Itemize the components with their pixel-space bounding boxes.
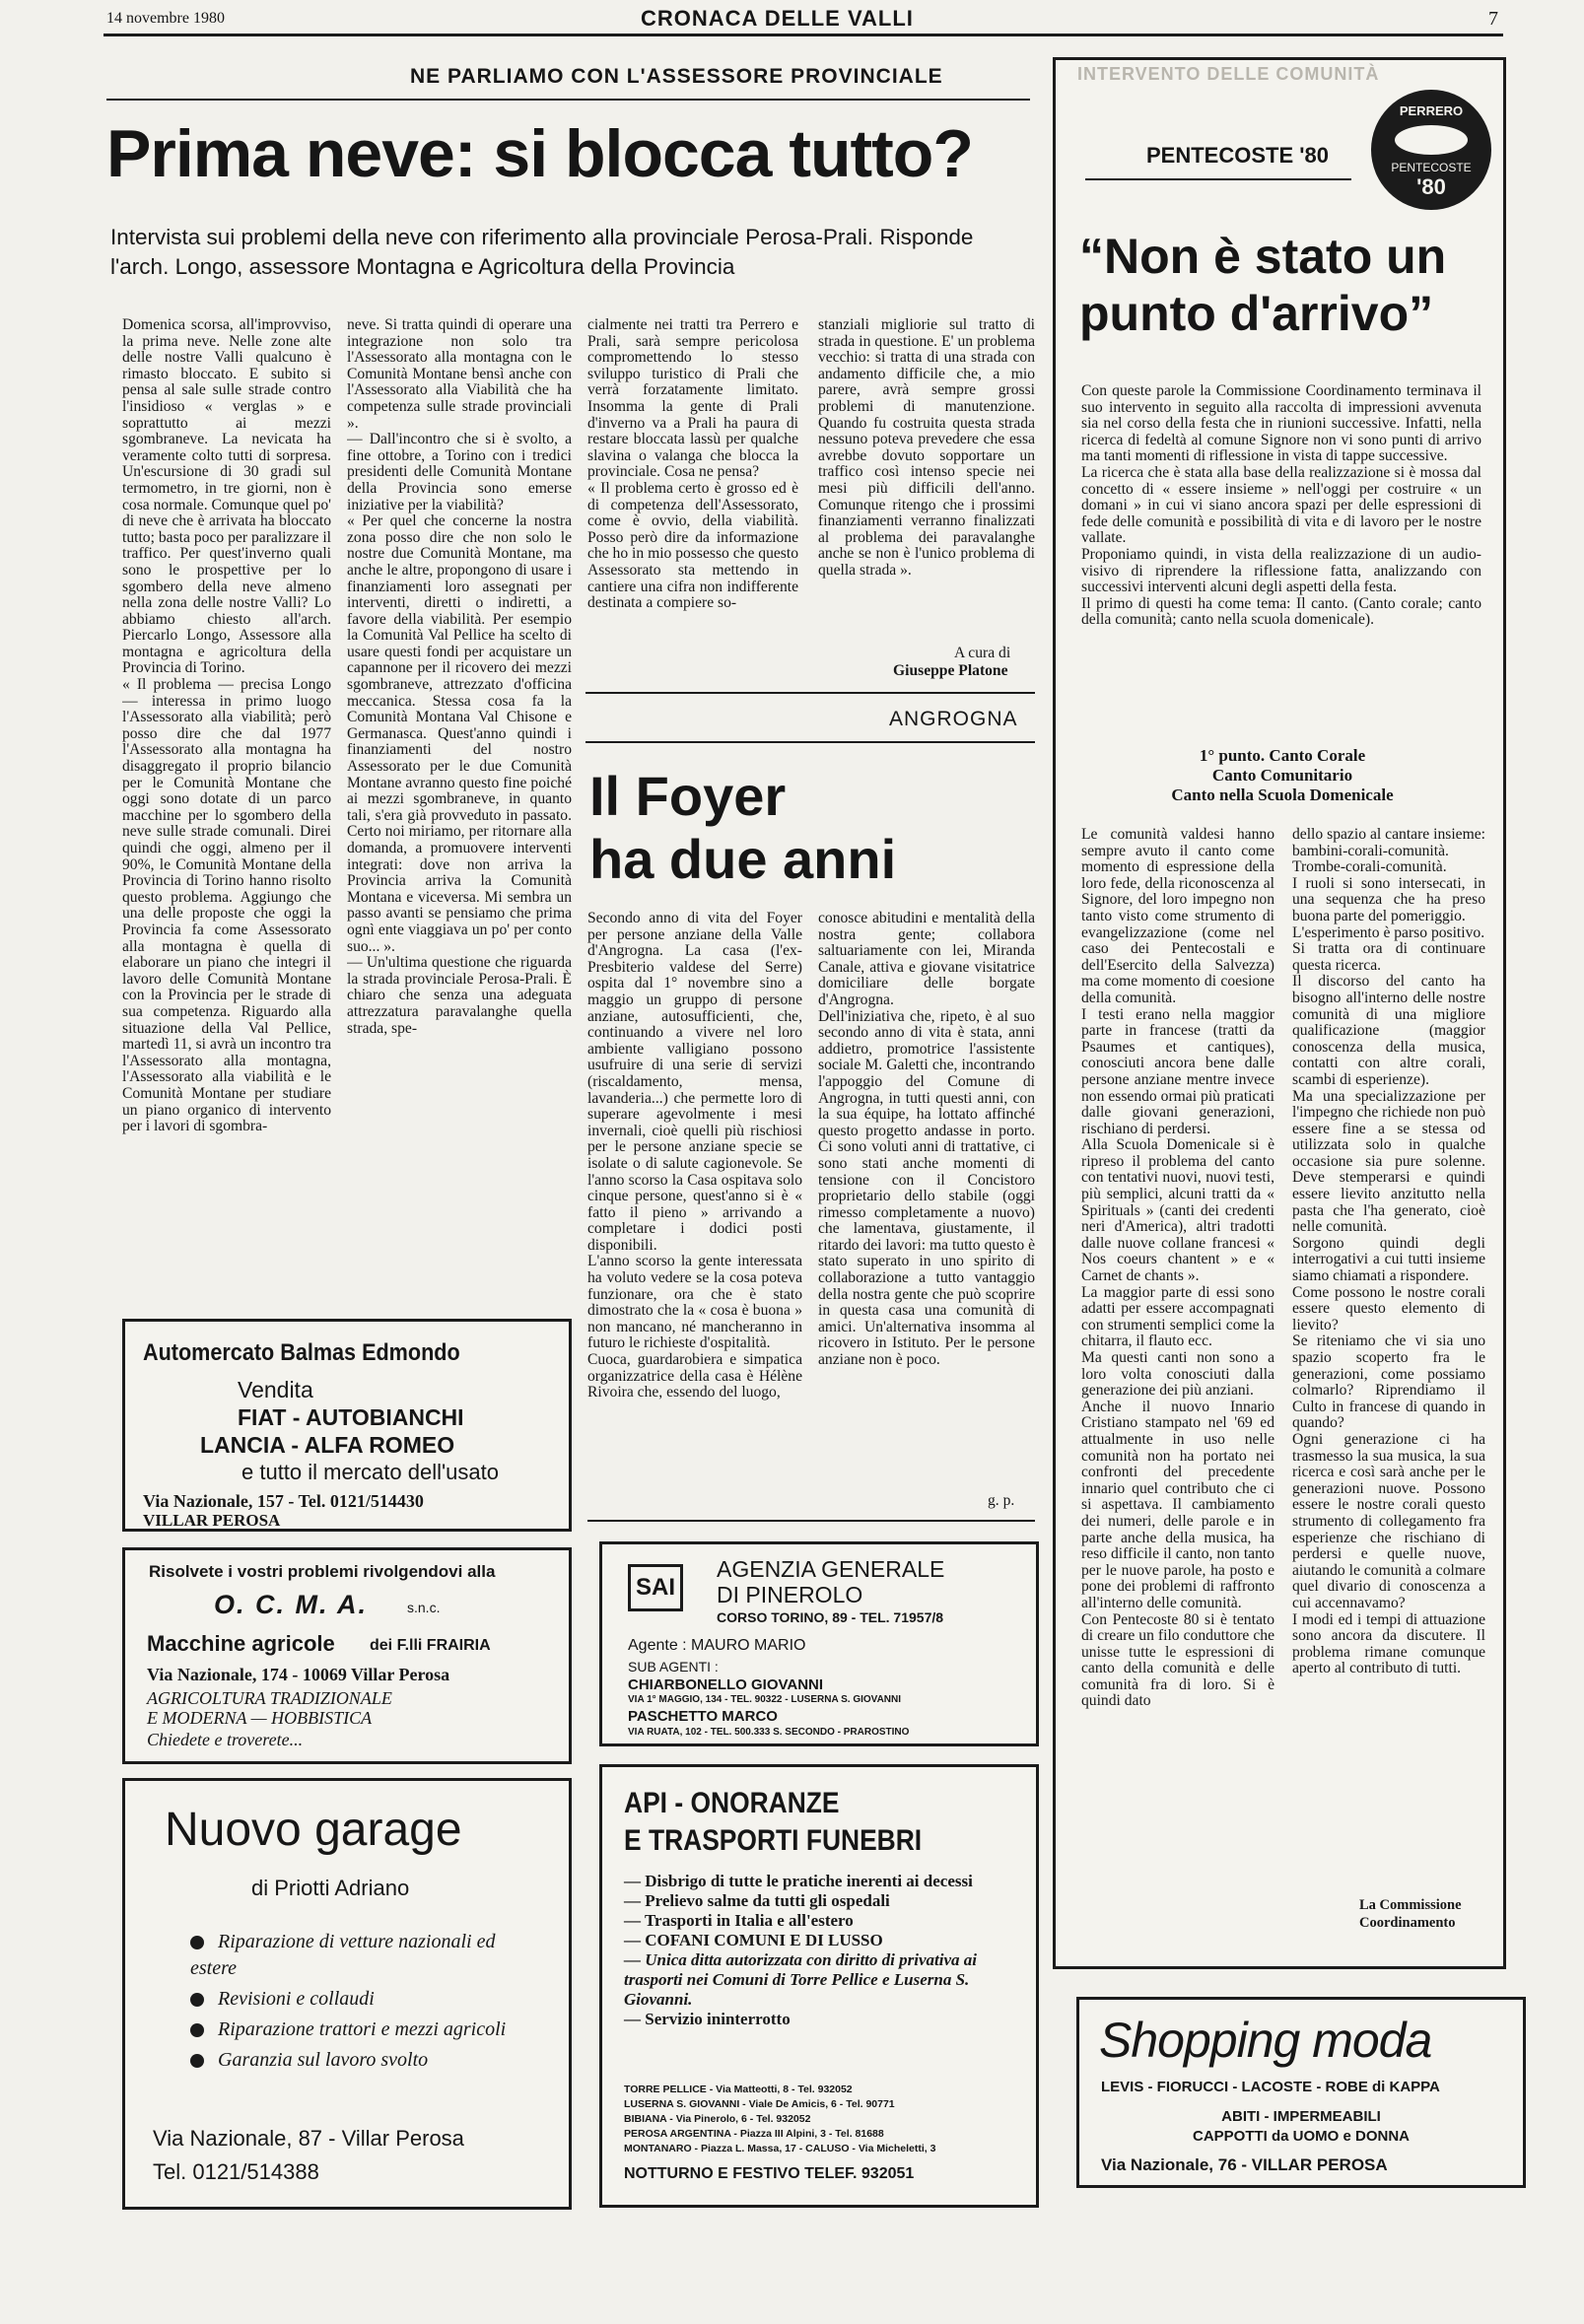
article-column-1: Domenica scorsa, all'improvviso, la prima neve. Nelle zone alte delle nostre Valli qualcuno è rimasto bloccato. E subito si pensa al sale sulle strade contro l'insidioso « verglas » e soprattutto ai mezzi sgombraneve. La nevicata ha veramente colto tutti di sorpresa. Un'escursione di 30 gradi sul termometro, in tre giorni, non è cosa normale. Comunque quel po' di neve che è arrivata ha bloccato tutto; basta poco per paralizzare il traffico. Per quest'inverno quali sono le prospettive per lo sgombero della neve almeno nella zona delle nostre Valli? Lo abbiamo chiesto all'arch. Piercarlo Longo, Assessore alla montagna e agricoltura della Provincia di Torino. « Il problema — precisa Longo — interessa in primo luogo l'Assessorato alla viabilità; però posso dire che dal 1977 l'Assessorato alla montagna ha disaggregato il proprio bilancio per le Comunità Montane che oggi sono dotate di un parco macchine per lo sgombero della neve sulle strade comunali. Direi quindi che oggi, almeno per il 90%, le Comunità Montane della Provincia di Torino hanno risolto questo problema. Aggiungo che una delle proposte che oggi la Provincia fa come Assessorato alla montagna è quella di elaborare un piano che integri il lavoro delle Comunità Montane con la Provincia per le strade di sua competenza. Riguardo alla situazione della Val Pellice, martedì 11, si avrà un incontro tra l'Assessorato alla montagna, l'Assessorato alla viabilità e le Comunità Montane per studiare un piano organico di intervento per i lavori di sgombra- (122, 317, 331, 1135)
ad-api-onoranze (599, 1764, 1039, 2208)
ad-nuovo-garage (122, 1778, 572, 2210)
credit-name: Giuseppe Platone (893, 662, 1008, 679)
article-pentecoste-box (1053, 57, 1506, 1969)
ad-ocma (122, 1547, 572, 1764)
ad-ocma-tag2: E MODERNA — HOBBISTICA (147, 1708, 373, 1728)
ad-shopping-address: Via Nazionale, 76 - VILLAR PEROSA (1101, 2155, 1388, 2174)
perrero-pentecoste-logo (1371, 90, 1491, 210)
ad-sai-sub1: CHIARBONELLO GIOVANNI (628, 1676, 824, 1693)
ad-garage-owner: di Priotti Adriano (251, 1876, 410, 1900)
ad-balmas-city: VILLAR PEROSA (143, 1511, 281, 1530)
foyer-signature: g. p. (988, 1492, 1015, 1509)
ad-sai-agent: Agente : MAURO MARIO (628, 1637, 806, 1654)
ad-garage-address: Via Nazionale, 87 - Villar Perosa (153, 2126, 464, 2151)
ad-sai-name1: AGENZIA GENERALE (717, 1556, 945, 1582)
ad-shopping-title: Shopping moda (1099, 2013, 1432, 2068)
ad-sai-sub-label: SUB AGENTI : (628, 1659, 719, 1675)
ad-shopping-line3: CAPPOTTI da UOMO e DONNA (1192, 2128, 1410, 2145)
ad-ocma-line1: Macchine agricole (147, 1631, 335, 1656)
foyer-bottom-rule (587, 1520, 1035, 1522)
bullet-icon (190, 2023, 204, 2037)
ad-api-title1: API - ONORANZE (624, 1787, 840, 1819)
ad-ocma-address: Via Nazionale, 174 - 10069 Villar Perosa (147, 1665, 450, 1684)
ad-shopping-brands: LEVIS - FIORUCCI - LACOSTE - ROBE di KAPPA (1101, 2079, 1440, 2095)
ad-api-branch: BIBIANA - Via Pinerolo, 6 - Tel. 932052 (624, 2113, 811, 2125)
dove-icon (1395, 125, 1468, 155)
ad-api-night: NOTTURNO E FESTIVO TELEF. 932051 (624, 2165, 915, 2182)
article-kicker: NE PARLIAMO CON L'ASSESSORE PROVINCIALE (410, 65, 943, 88)
ad-api-service: — Trasporti in Italia e all'estero (624, 1911, 854, 1930)
ad-balmas-name: Automercato Balmas Edmondo (143, 1339, 460, 1366)
ad-api-service: — Servizio ininterrotto (624, 2010, 791, 2028)
pentecoste-headline: “Non è stato un punto d'arrivo” (1079, 229, 1447, 341)
logo-bottom-text: PENTECOSTE (1391, 161, 1472, 174)
ad-sai-sub1-address: VIA 1° MAGGIO, 134 - TEL. 90322 - LUSERNA S. GIOVANNI (628, 1694, 902, 1705)
ad-api-branch: LUSERNA S. GIOVANNI - Viale De Amicis, 6 - Tel. 90771 (624, 2098, 895, 2110)
ad-api-service: — Unica ditta autorizzata con diritto di privativa ai trasporti nei Comuni di Torre Pellice e Luserna S. Giovanni. (624, 1950, 977, 2009)
issue-date: 14 novembre 1980 (106, 10, 225, 27)
pentecoste-column-1: Le comunità valdesi hanno sempre avuto il canto come momento di espressione della loro fede, della riconoscenza al Signore, del loro impegno non tanto visto come strumento di evangelizzazione (come nel caso dei Pentecostali e dell'Esercito della Salvezza) ma come momento di coesione della comunità. I testi erano nella maggior parte in francese (tratti da Psaumes et cantiques), conosciuti ancora bene dalle persone anziane mentre invece non essendo ormai più praticati dalle giovani generazioni, rischiano di perdersi. Alla Scuola Domenicale si è ripreso il problema del canto con tentativi nuovi, nuovi testi, più semplici, alcuni tratti da « Spirituals » (canti dei credenti neri d'America), altri tradotti dalle nuove collane francesi « Nos coeurs chantent » e « Carnet de chants ». La maggior parte di essi sono adatti per essere accompagnati con strumenti semplici come la chitarra, il flauto ecc. Ma questi canti non sono a loro volta conosciuti dalla generazione dei più anziani. Anche il nuovo Innario Cristiano stampato nel '69 ed attualmente in uso nelle comunità non ha portato nei confronti del precedente innario quel contributo che ci si aspettava. Il cambiamento dei numeri, delle parole e in parte anche della musica, ha reso difficile il canto, non tanto per le nuove parole, ha posto e pone dei problemi di raffronto all'interno delle comunità. Con Pentecoste 80 si è tentato di creare un filo conduttore che unisse tutte le espressioni di canto della comunità e delle comunità fra di loro. Si è quindi dato (1081, 827, 1274, 1710)
ad-garage-service: Garanzia sul lavoro svolto (190, 2047, 545, 2074)
ad-api-branches (624, 2083, 1028, 2156)
foyer-kicker-rule (585, 741, 1035, 743)
pentecoste-kicker: PENTECOSTE '80 (1146, 143, 1329, 168)
ad-ocma-suffix: s.n.c. (407, 1600, 441, 1615)
pentecoste-intro: Con queste parole la Commissione Coordinamento terminava il suo intervento in seguito alla raccolta di impressioni avvenuta sia nel corso della festa che in riunioni successive. Infatti, nella ricerca di fedeltà al comune Signore non vi sono punti di arrivo ma tanti momenti di riflessione in vista di tappe successive. La ricerca che è stata alla base della realizzazione si è mossa dal concetto di « essere insieme » nell'oggi per costruire « un domani » in cui vi siano ancora spazi per delle espressioni di fede delle comunità e possibilità di vita e di lavoro per le nostre vallate. Proponiamo quindi, in vista della realizzazione di un audio-visivo di riprendere la riflessione fatta, analizzando con successivi interventi alcuni degli aspetti della festa. Il primo di questi ha come tema: Il canto. (Canto corale; canto della comunità; canto nella scuola domenicale). (1081, 383, 1481, 629)
page-number: 7 (1488, 8, 1498, 30)
ad-api-branch: TORRE PELLICE - Via Matteotti, 8 - Tel. 932052 (624, 2084, 853, 2095)
signature-line-1: La Commissione (1359, 1897, 1462, 1913)
ad-ocma-tag1: AGRICOLTURA TRADIZIONALE (147, 1688, 392, 1708)
ad-garage-services (190, 1929, 545, 2074)
ad-garage-service: Riparazione di vetture nazionali ed estere (190, 1931, 496, 1979)
foyer-top-rule (585, 692, 1035, 694)
ad-ocma-name: O. C. M. A. (214, 1590, 368, 1619)
article-column-2: neve. Si tratta quindi di operare una integrazione non solo tra l'Assessorato alla montagna con le Comunità Montane bensì anche con l'Assessorato alla Viabilità che ha competenza sulle strade provinciali ». — Dall'incontro che si è svolto, a fine ottobre, a Torino con i tredici presidenti delle Comunità Montane della Provincia sono emerse iniziative per la viabilità? « Per quel che concerne la nostra zona posso dire che non solo le nostre due Comunità Montane, ma anche le altre, propongono di usare i finanziamenti loro assegnati per interventi, diretti o indiretti, a favore della viabilità. Per esempio la Comunità Val Pellice ha scelto di usare questi fondi per acquistare un capannone per il ricovero dei mezzi sgombraneve, attrezzato d'officina meccanica. Stessa cosa fa la Comunità Montana Val Chisone e Germanasca. Quest'anno quindi i finanziamenti del nostro Assessorato per le due Comunità Montane avranno questo fine poiché ai mezzi sgombraneve, in quanto tali, s'era già provveduto in passato. Certo noi miriamo, per ritornare alla domanda, a promuovere interventi integrati: dove non arriva la Provincia arriva la Comunità Montana e viceversa. Mi sembra un passo avanti se pensiamo che prima ognì ente viaggiava un po' per conto suo... ». — Un'ultima questione che riguarda la strada provinciale Perosa-Prali. È chiaro che senza una adeguata attrezzatura paravalanghe quella strada, spe- (347, 317, 572, 1037)
ad-sai-address: CORSO TORINO, 89 - TEL. 71957/8 (717, 1609, 944, 1625)
ad-api-services (624, 1872, 1018, 2029)
article-headline: Prima neve: si blocca tutto? (106, 116, 973, 191)
foyer-headline-2: ha due anni (589, 828, 897, 890)
newspaper-title: CRONACA DELLE VALLI (641, 6, 914, 31)
pentecoste-subhead-2: Canto Comunitario (1211, 766, 1353, 785)
ad-balmas-line2: FIAT - AUTOBIANCHI (238, 1404, 464, 1430)
ad-automercato-balmas (122, 1319, 572, 1532)
ad-garage-title: Nuovo garage (165, 1804, 462, 1856)
ad-balmas-address: Via Nazionale, 157 - Tel. 0121/514430 (143, 1491, 424, 1511)
ad-api-service: — Disbrigo di tutte le pratiche inerenti ai decessi (624, 1872, 973, 1890)
ad-ocma-line1b: dei F.lli FRAIRIA (370, 1637, 491, 1654)
sai-logo: SAI (628, 1564, 683, 1611)
signature-line-2: Coordinamento (1359, 1915, 1456, 1931)
bullet-icon (190, 1993, 204, 2007)
foyer-column-2: conosce abitudini e mentalità della nostra gente; collabora saltuariamente con lei, Miranda Canale, attiva e giovane visitatrice domiciliare delle borgate d'Angrogna. Dell'iniziativa che, ripeto, è al suo secondo anno di vita è stata, anni addietro, promotrice l'assistente sociale M. Galetti che, incontrando l'appoggio del Comune di Angrogna, in tutti questi anni, con la sua équipe, ha lottato affinché questo progetto andasse in porto. Ci sono voluti anni di trattative, ci sono stati anche momenti di tensione con il Concistoro proprietario dello stabile (oggi rimesso completamente a nuovo) che lamentava, giustamente, il ritardo dei lavori: ma tutto questo è stato superato in uno spirito di collaborazione a tutto vantaggio della nostra gente che può scoprire in questa casa una comunità di amici. Un'alternativa insomma al ricovero in Istituto. Per le persone anziane non è poco. (818, 911, 1035, 1369)
ad-shopping-line2: ABITI - IMPERMEABILI (1221, 2108, 1381, 2125)
credit-label: A cura di (954, 645, 1011, 661)
ad-sai-name2: DI PINEROLO (717, 1582, 863, 1607)
pentecoste-subhead-3: Canto nella Scuola Domenicale (1171, 786, 1394, 804)
foyer-kicker: ANGROGNA (889, 708, 1018, 730)
pentecoste-subhead-1: 1° punto. Canto Corale (1199, 746, 1366, 765)
pentecoste-kicker-rule (1085, 178, 1351, 180)
foyer-column-1: Secondo anno di vita del Foyer per persone anziane della Valle d'Angrogna. La casa (l'ex-Presbiterio valdese del Serre) ospita dal 1° novembre sino a maggio un gruppo di persone anziane, autosufficienti, che, continuando a vivere nel loro ambiente valligiano possono usufruire di una serie di servizi (riscaldamento, mensa, lavanderia...) che permette loro di superare agevolmente i mesi invernali, cioè quelli più rischiosi per le persone anziane specie se isolate o di salute cagionevole. Se l'anno scorso la Casa ospitava solo cinque persone, quest'anno si è « fatto il pieno » arrivando a completare i dodici posti disponibili. L'anno scorso la gente interessata ha voluto vedere se la cosa poteva funzionare, ora che è stato dimostrato che la « cosa è buona » non mancano, né mancheranno in futuro le richieste d'ospitalità. Cuoca, guardarobiera e simpatica organizzatrice della casa è Hélène Rivoira che, essendo del luogo, (587, 911, 802, 1401)
pentecoste-column-2: dello spazio al cantare insieme: bambini-corali-comunità. Trombe-corali-comunità. I ruoli si sono intersecati, in una sequenza che ha preso buona parte del pomeriggio. L'esperimento è parso positivo. Si tratta ora di continuare questa ricerca. Il discorso del canto ha bisogno all'interno delle nostre comunità di una migliore qualificazione (maggior conoscenza della musica, contatti con altre corali, scambi di esperienze). Ma una specializzazione per l'impegno che richiede non può essere fine a se stessa od utilizzata solo in qualche occasione sia pure solenne. Deve stemperarsi e quindi essere lievito anzitutto nella pasta che l'ha generato, cioè nelle comunità. Sorgono quindi degli interrogativi a cui tutti insieme siamo chiamati a rispondere. Come possono le nostre corali essere questo elemento di lievito? Se riteniamo che vi sia uno spazio scoperto fra le generazioni, come possiamo colmarlo? Riprendiamo il Culto in francese di quando in quando? Ogni generazione ci ha trasmesso la sua musica, la sua ricerca e così sarà anche per le generazioni nuove. Possono essere le nostre corali questo strumento di collegamento fra esperienze che rischiano di perdersi e quelle nuove, aiutando le comunità a colmare quel divario di conoscenza a cui accennavamo? I modi ed i tempi di attuazione sono ancora da discutere. Il problema rimane comunque aperto al contributo di tutti. (1292, 827, 1485, 1677)
ad-shopping-moda (1076, 1997, 1526, 2188)
ad-garage-phone: Tel. 0121/514388 (153, 2159, 319, 2184)
article-subhead: Intervista sui problemi della neve con riferimento alla provinciale Perosa-Prali. Risponde l'arch. Longo, assessore Montagna e Agricoltura della Provincia (110, 225, 974, 279)
foyer-headline-1: Il Foyer (589, 765, 787, 827)
article-column-3: cialmente nei tratti tra Perrero e Prali, sarà sempre pericolosa compromettendo lo stesso sviluppo turistico di Prali che verrà forzatamente limitato. Insomma la gente di Prali d'inverno va a Prali ha paura di restare bloccata lassù per qualche slavina o valanga che blocca la provinciale. Cosa ne pensa? « Il problema certo è grosso ed è di competenza dell'Assessorato, come è ovvio, della viabilità. Posso però dire da informazione che ho in mio possesso che questo Assessorato sta mettendo in cantiere una cifra non indifferente destinata a compiere so- (587, 317, 798, 612)
overprint-text: INTERVENTO DELLE COMUNITÀ (1077, 64, 1380, 84)
article-column-4: stanziali migliorie sul tratto di strada in questione. E' un problema vecchio: si tratta di una strada con andamento difficile che, a mio parere, avrà sempre grossi problemi di manutenzione. Quando fu costruita questa strada nessuno poteva prevedere che essa avrebbe dovuto sopportare un traffico così intenso specie nei mesi più difficili dell'anno. Comunque ritengo che i prossimi finanziamenti verranno finalizzati al problema dei paravalanghe anche se non è l'unico problema di quella strada ». (818, 317, 1035, 579)
bullet-icon (190, 2054, 204, 2068)
ad-api-service: — Prelievo salme da tutti gli ospedali (624, 1891, 890, 1910)
ad-api-title2: E TRASPORTI FUNEBRI (624, 1824, 923, 1857)
ad-sai-sub2: PASCHETTO MARCO (628, 1708, 778, 1725)
ad-balmas-line4: e tutto il mercato dell'usato (241, 1460, 500, 1484)
ad-garage-service: Riparazione trattori e mezzi agricoli (190, 2016, 545, 2043)
kicker-rule (106, 99, 1030, 101)
ad-api-branch: PEROSA ARGENTINA - Piazza III Alpini, 3 - Tel. 81688 (624, 2128, 884, 2140)
ad-sai-agenzia (599, 1541, 1039, 1746)
ad-api-branch: MONTANARO - Piazza L. Massa, 17 - CALUSO - Via Micheletti, 3 (624, 2143, 936, 2154)
logo-top-text: PERRERO (1399, 103, 1464, 118)
logo-year: '80 (1416, 174, 1446, 199)
ad-ocma-tag3: Chiedete e troverete... (147, 1730, 304, 1749)
bullet-icon (190, 1936, 204, 1949)
ad-garage-service: Revisioni e collaudi (190, 1986, 545, 2013)
ad-balmas-line3: LANCIA - ALFA ROMEO (200, 1432, 455, 1458)
ad-ocma-intro: Risolvete i vostri problemi rivolgendovi alla (149, 1562, 496, 1581)
ad-api-service: — COFANI COMUNI E DI LUSSO (624, 1931, 883, 1949)
ad-sai-sub2-address: VIA RUATA, 102 - TEL. 500.333 S. SECONDO - PRAROSTINO (628, 1727, 910, 1738)
ad-balmas-line1: Vendita (238, 1377, 313, 1402)
masthead-rule (103, 34, 1503, 36)
